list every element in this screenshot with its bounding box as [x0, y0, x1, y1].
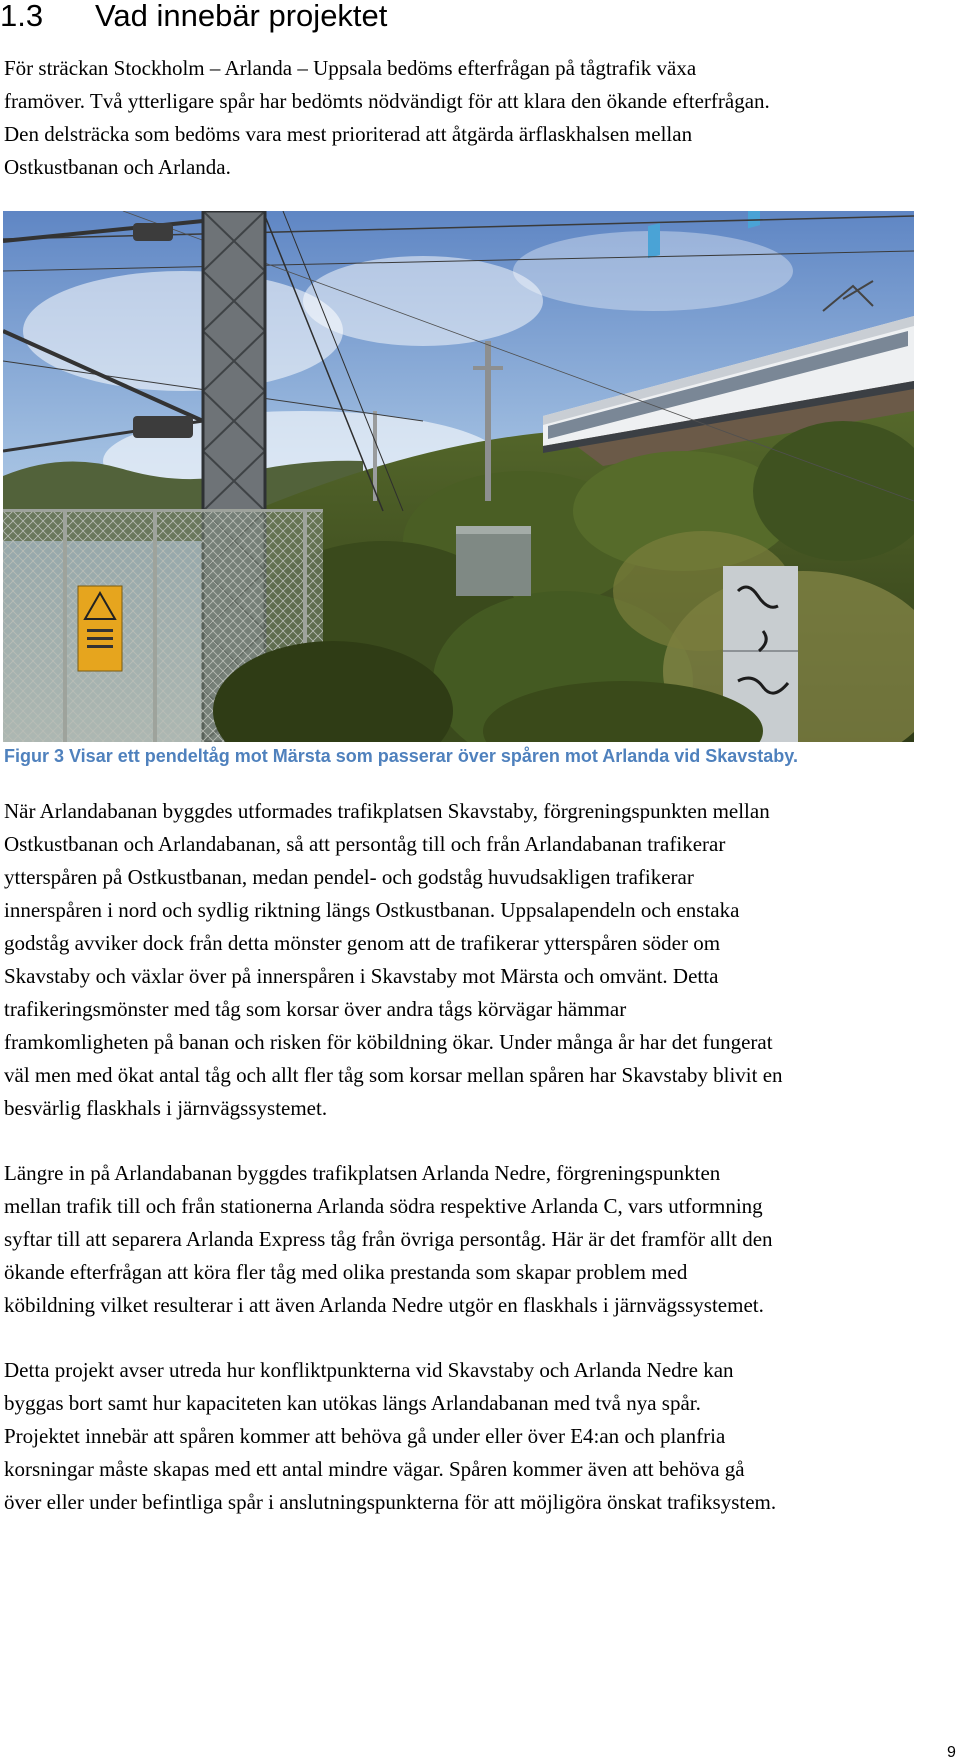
section-heading	[0, 0, 387, 32]
section-number: 1.3	[0, 0, 44, 33]
project-paragraph: Detta projekt avser utreda hur konfliktpunkterna vid Skavstaby och Arlanda Nedre kan byggas bort samt hur kapaciteten kan utökas längs Arlandabanan med två nya spår. Projektet innebär att spåren kommer att behöva gå under eller över E4:an och planfria korsningar måste skapas med ett antal mindre vägar. Spåren kommer även att behöva gå över eller under befintliga spår i anslutningspunkterna för att möjligöra önskat trafiksystem.	[4, 1358, 777, 1514]
figure-photo	[3, 211, 914, 742]
section-title: Vad innebär projektet	[95, 0, 388, 33]
arlanda-nedre-paragraph: Längre in på Arlandabanan byggdes trafikplatsen Arlanda Nedre, förgreningspunkten mellan trafik till och från stationerna Arlanda södra respektive Arlanda C, vars utformning syftar till att separera Arlanda Express tåg från övriga persontåg. Här är det framför allt den ökande efterfrågan att köra fler tåg med olika prestanda som skapar problem med köbildning vilket resulterar i att även Arlanda Nedre utgör en flaskhals i järnvägssystemet.	[4, 1161, 773, 1317]
figure-caption: Figur 3 Visar ett pendeltåg mot Märsta som passerar över spåren mot Arlanda vid Skavstaby.	[4, 746, 798, 766]
intro-paragraph: För sträckan Stockholm – Arlanda – Uppsala bedöms efterfrågan på tågtrafik växa framöver. Två ytterligare spår har bedömts nödvändigt för att klara den ökande efterfrågan. Den delsträcka som bedöms vara mest prioriterad att åtgärda ärflaskhalsen mellan Ostkustbanan och Arlanda.	[4, 56, 770, 179]
skavstaby-paragraph: När Arlandabanan byggdes utformades trafikplatsen Skavstaby, förgreningspunkten mellan Ostkustbanan och Arlandabanan, så att persontåg till och från Arlandabanan trafikerar ytterspåren på Ostkustbanan, medan pendel- och godståg huvudsakligen trafikerar innerspåren i nord och sydlig riktning längs Ostkustbanan. Uppsalapendeln och enstaka godståg avviker dock från detta mönster genom att de trafikerar ytterspåren söder om Skavstaby och växlar över på innerspåren i Skavstaby mot Märsta och omvänt. Detta trafikeringsmönster med tåg som korsar över andra tågs körvägar hämmar framkomligheten på banan och risken för köbildning ökar. Under många år har det fungerat väl men med ökat antal tåg och allt fler tåg som korsar mellan spåren har Skavstaby blivit en besvärlig flaskhals i järnvägssystemet.	[4, 799, 783, 1120]
page-number: 9	[947, 1744, 956, 1761]
